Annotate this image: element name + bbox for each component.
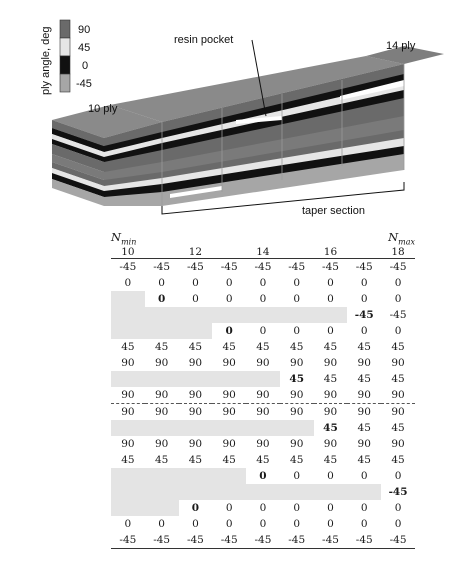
ply-angle-cell: 90 [188,389,203,402]
ply-angle-cell: 90 [121,438,135,451]
ply-angle-cell: 90 [290,438,304,451]
table-row [111,484,415,500]
ply-angle-cell: 45 [154,454,169,467]
ply-angle-cell: 90 [323,438,338,451]
n-max-label: $N_{max}$ [388,230,415,247]
ply-count-cell [145,246,179,259]
ply-angle-cell [280,420,314,436]
table-header-n [111,230,415,246]
ply-angle-cell: 0 [360,325,368,338]
ply-angle-cell: -45 [212,532,246,549]
ply-angle-cell: 0 [360,470,368,483]
ply-angle-cell: 0 [394,293,402,306]
ply-angle-cell [145,371,179,387]
taper-section-label: taper section [302,205,365,217]
ply-angle-cell: 45 [121,341,135,354]
ply-angle-cell [111,307,145,323]
ply-angle-cell: 90 [357,438,371,451]
ply-angle-cell: 0 [394,325,402,338]
ply-angle-cell [280,307,314,323]
ply-angle-cell: 90 [145,404,179,421]
legend-title: ply angle, deg [40,26,52,95]
ply-angle-cell: 0 [327,293,334,306]
ply-angle-cell: 90 [256,438,270,451]
table-row [111,323,415,339]
right-ply-label: 14 ply [386,40,416,52]
ply-angle-cell: 90 [154,389,169,402]
ply-angle-cell [212,420,246,436]
ply-angle-cell: -45 [355,261,373,274]
ply-angle-cell: -45 [381,532,415,549]
ply-angle-cell: 0 [124,518,132,531]
ply-angle-cell: 90 [357,357,371,370]
ply-angle-cell [179,468,213,484]
ply-angle-cell: 90 [323,357,338,370]
table-header-ply-count [111,246,415,259]
ply-angle-cell: 0 [124,277,132,290]
ply-angle-cell: 90 [121,389,135,402]
ply-count-cell [347,246,381,259]
ply-angle-cell: 90 [391,357,405,370]
ply-count-cell: 18 [381,246,415,259]
table-row [111,500,415,516]
ply-angle-cell: 45 [357,422,371,435]
ply-angle-cell: -45 [119,261,137,274]
ply-angle-cell: 45 [391,373,405,386]
ply-angle-cell: -45 [179,532,213,549]
ply-angle-cell: 0 [327,277,334,290]
table-row [111,468,415,484]
ply-angle-cell [212,307,246,323]
table-row [111,532,415,549]
ply-angle-cell: 90 [222,438,236,451]
ply-angle-cell: -45 [314,532,348,549]
ply-angle-cell [145,420,179,436]
ply-angle-cell [347,484,381,500]
ply-angle-cell: 90 [314,404,348,421]
ply-angle-cell: -45 [220,261,238,274]
ply-angle-cell: 45 [323,341,338,354]
ply-angle-cell: 0 [259,293,267,306]
ply-angle-cell: 0 [192,277,199,290]
ply-angle-cell: 90 [188,357,203,370]
ply-angle-cell [280,484,314,500]
ply-angle-cell: 0 [192,293,199,306]
ply-angle-cell [179,323,213,339]
ply-angle-cell: -45 [389,309,407,322]
ply-angle-cell [314,484,348,500]
ply-angle-cell: 0 [158,277,165,290]
ply-angle-cell: -45 [111,532,145,549]
legend-swatch-90 [60,20,70,38]
ply-angle-cell [111,500,145,516]
ply-angle-cell [179,420,213,436]
ply-angle-cell: -45 [280,532,314,549]
ply-angle-cell: 0 [157,293,166,306]
ply-angle-cell: 0 [394,277,402,290]
ply-angle-cell: 90 [290,357,304,370]
ply-angle-cell: 90 [222,357,236,370]
ply-angle-cell [179,484,213,500]
ply-angle-cell: 0 [394,518,402,531]
ply-angle-cell [212,484,246,500]
ply-angle-cell [145,484,179,500]
ply-angle-cell: 45 [289,373,305,386]
n-min-label: $N_{min}$ [111,230,137,247]
ply-angle-cell: 45 [222,454,236,467]
ply-angle-cell: 90 [179,404,213,421]
ply-angle-cell: 45 [188,341,203,354]
legend-swatch-45 [60,38,70,56]
table-row [111,307,415,323]
ply-angle-cell: -45 [186,261,204,274]
ply-angle-cell: 90 [121,357,135,370]
ply-angle-cell: 90 [381,404,415,421]
ply-angle-cell: 0 [259,325,267,338]
ply-angle-cell [145,500,179,516]
ply-angle-cell: 45 [188,454,203,467]
ply-angle-cell: 0 [293,325,301,338]
ply-angle-cell: 0 [293,518,301,531]
table-row [111,275,415,291]
ply-count-cell: 12 [179,246,213,259]
ply-angle-cell: 90 [323,389,338,402]
legend-label-45: 45 [78,42,91,54]
ply-angle-cell: -45 [153,261,171,274]
ply-count-cell: 16 [314,246,348,259]
ply-angle-cell: 0 [259,277,267,290]
table-row [111,387,415,404]
ply-angle-cell: 45 [256,341,270,354]
laminate-taper-diagram [0,0,469,232]
ply-angle-cell: 45 [391,454,405,467]
ply-angle-cell: 0 [225,325,233,338]
ply-angle-cell: -45 [389,261,407,274]
ply-angle-cell: 90 [280,404,314,421]
ply-angle-cell [111,323,145,339]
ply-angle-cell [212,468,246,484]
legend-swatch-m45 [60,74,70,92]
ply-sequence-table [111,230,415,549]
table-row [111,371,415,387]
ply-angle-cell: -45 [288,261,306,274]
ply-angle-cell: 90 [256,357,270,370]
table-row [111,339,415,355]
ply-angle-cell: 0 [394,470,402,483]
ply-angle-cell [314,307,348,323]
ply-angle-cell [246,420,280,436]
ply-angle-cell [179,307,213,323]
ply-angle-cell: 90 [391,438,405,451]
ply-angle-cell [111,420,145,436]
ply-angle-cell: 90 [212,404,246,421]
ply-angle-cell: 90 [256,389,270,402]
ply-angle-cell: 45 [391,341,405,354]
ply-angle-cell: 0 [259,470,267,483]
ply-angle-cell: 90 [188,438,203,451]
ply-angle-cell [179,371,213,387]
ply-angle-cell: 0 [394,502,402,515]
table-row [111,452,415,468]
ply-angle-cell: 0 [225,502,233,515]
ply-angle-cell: 0 [225,293,233,306]
ply-angle-cell: -45 [347,532,381,549]
ply-angle-cell: 0 [360,293,368,306]
legend-label-90: 90 [78,24,91,36]
ply-angle-cell: 0 [158,518,165,531]
ply-angle-cell: 45 [290,454,304,467]
ply-count-cell: 14 [246,246,280,259]
ply-angle-cell: 90 [154,438,169,451]
ply-angle-cell: 90 [391,389,405,402]
ply-angle-cell: 0 [293,502,301,515]
table-row [111,259,415,276]
ply-angle-cell [111,371,145,387]
ply-angle-cell: 45 [357,373,371,386]
ply-angle-cell: 0 [360,518,368,531]
legend [40,20,92,95]
ply-count-cell [212,246,246,259]
ply-angle-cell: 0 [192,518,199,531]
ply-count-cell: 10 [111,246,145,259]
ply-angle-cell: 45 [154,341,169,354]
table-row [111,355,415,371]
ply-angle-cell [145,323,179,339]
ply-angle-cell: 45 [222,341,236,354]
ply-angle-cell [212,371,246,387]
ply-angle-cell [246,371,280,387]
ply-angle-cell: 0 [360,277,368,290]
ply-count-cell [280,246,314,259]
ply-angle-cell: 45 [290,341,304,354]
ply-angle-cell: -45 [246,532,280,549]
ply-angle-cell [111,468,145,484]
ply-angle-cell: 90 [290,389,304,402]
ply-angle-cell [145,468,179,484]
ply-angle-cell: 0 [191,502,200,515]
ply-angle-cell: -45 [254,261,272,274]
ply-angle-cell [111,291,145,307]
ply-angle-cell: 0 [293,277,301,290]
ply-angle-cell: 45 [323,454,338,467]
ply-angle-cell: 0 [360,502,368,515]
ply-angle-cell [145,307,179,323]
ply-angle-cell: 90 [347,404,381,421]
ply-angle-cell [111,484,145,500]
ply-angle-cell: -45 [145,532,179,549]
ply-angle-cell: 0 [327,502,334,515]
ply-angle-cell: -45 [354,309,374,322]
legend-label-0: 0 [82,60,89,72]
resin-pocket-label: resin pocket [174,34,234,46]
ply-angle-cell: 45 [357,341,371,354]
table-row [111,420,415,436]
ply-angle-cell: 0 [327,518,334,531]
ply-angle-cell: 45 [357,454,371,467]
table-row [111,516,415,532]
ply-angle-cell: 0 [225,277,233,290]
table-row [111,291,415,307]
ply-angle-cell: 45 [256,454,270,467]
ply-angle-cell: 90 [111,404,145,421]
ply-angle-cell [246,307,280,323]
ply-angle-cell: 45 [323,373,338,386]
ply-angle-cell: 0 [293,470,301,483]
ply-angle-cell: 90 [357,389,371,402]
ply-angle-cell: 0 [327,470,334,483]
ply-angle-cell: 45 [121,454,135,467]
ply-angle-cell [246,484,280,500]
table-row [111,404,415,421]
legend-swatch-0 [60,56,70,74]
ply-angle-cell: -45 [322,261,339,274]
ply-angle-cell: 45 [323,422,338,435]
table-row [111,436,415,452]
ply-angle-cell: 0 [259,518,267,531]
ply-angle-cell: 0 [225,518,233,531]
ply-angle-cell: 90 [154,357,169,370]
ply-angle-cell: 0 [259,502,267,515]
ply-angle-cell: 90 [222,389,236,402]
ply-angle-cell: 0 [327,325,334,338]
legend-label-m45: -45 [76,78,92,90]
ply-angle-cell: 90 [246,404,280,421]
ply-angle-cell: 45 [391,422,405,435]
ply-angle-cell: -45 [388,486,408,499]
ply-angle-cell: 0 [293,293,301,306]
left-ply-label: 10 ply [88,103,118,115]
